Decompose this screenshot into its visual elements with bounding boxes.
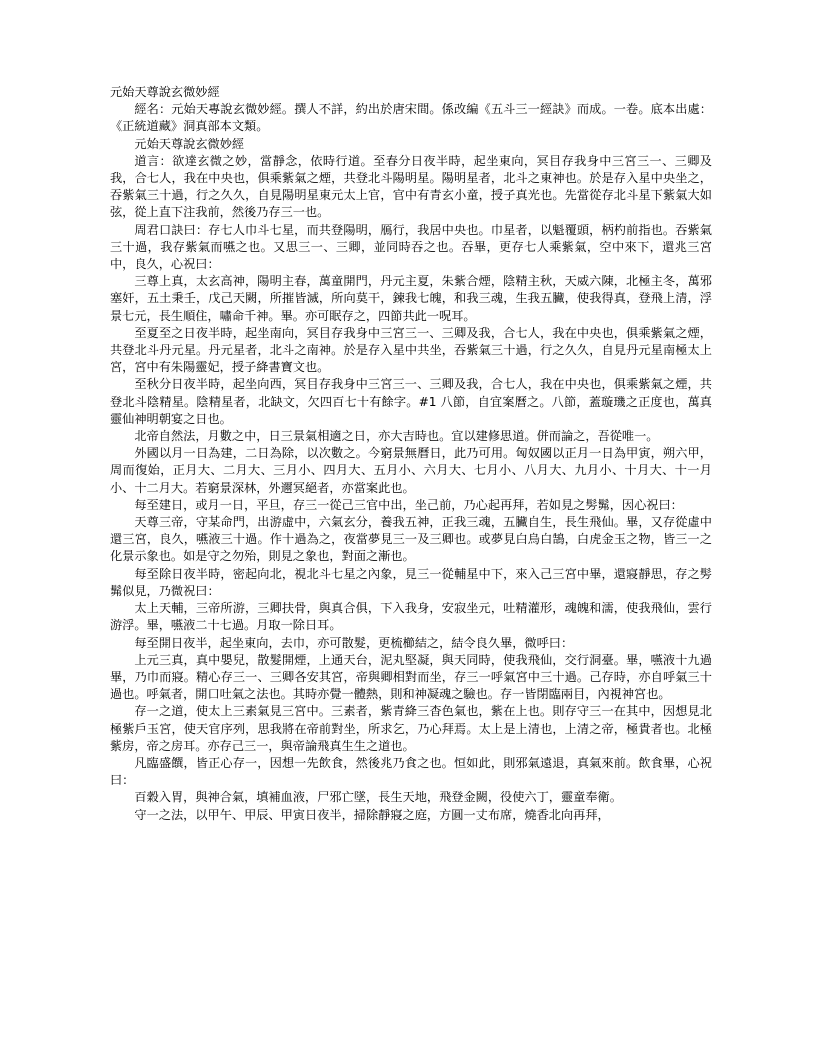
- paragraph-shouyi-method: 守一之法，以甲午、甲辰、甲寅日夜半，掃除靜寢之庭，方圓一丈布席，燒香北向再拜，: [134, 807, 610, 822]
- scripture-title-heading: 元始天尊說玄微妙經: [134, 136, 245, 151]
- paragraph-kairi-practice: 每至開日夜半，起坐東向，去巾，亦可散髮，更梳櫛結之，結令良久畢，微呼曰：: [134, 635, 574, 650]
- paragraph-zhoujun-oral-formula: 周君口訣曰：存七人巾斗七星，而共登陽明，鴈行，我居中央也。巾星者，以魁覆頭，柄杓前指也。吞紫氣三十過，我存紫氣而嚥之也。又思三一、三卿，並同時吞之也。吞畢，更存七人乘紫氣，空中來下，還兆三宮中，良久，心祝曰：: [110, 222, 712, 272]
- paragraph-incantation-shangyuan: 上元三真，真中嬰兒，散髮開煙，上通天台，泥丸堅凝，與天同時，使我飛仙，交行洞臺。畢，嚥液十九過畢，乃巾而寢。精心存三一、三卿各安其宮，帝與卿相對而坐，存三一呼氣宮中三十過。己存時，亦自呼氣三十過也。呼氣者，開口吐氣之法也。其時亦覺一體熱，則和神凝魂之驗也。存一皆閉臨兩目，內視神宮也。: [110, 652, 712, 702]
- paragraph-incantation-sanzun: 三尊上真，太玄高神，陽明主春，萬童開門，丹元主夏，朱紫合煙，陰精主秋，天威六陳，北極主冬，萬邪塞奸，五土秉壬，戊己天闕，所摧皆滅，所向莫干，鍊我七魄，和我三魂，生我五臟，使我得真，登飛上清，浮景七元，長生順住，嘯命千神。畢。亦可眠存之，四節共此一呪耳。: [110, 274, 712, 323]
- paragraph-cunyi-method: 存一之道，使太上三素氣見三宮中。三素者，紫青絳三杳色氣也，紫在上也。則存守三一在其中，因想見北極紫戶玉宮，使天官序列，思我將在帝前對坐，所求乞，乃心拜焉。太上是上清也，上清之帝，極貴者也。北極紫房，帝之房耳。亦存己三一，與帝論飛真生生之道也。: [110, 704, 712, 753]
- paragraph-incantation-taishang: 太上天輔，三帝所游，三卿扶骨，與真合俱，下入我身，安寂坐元，吐精灌形，魂魄和濡，使我飛仙，雲行游浮。畢，嚥液二十七過。月取一除日耳。: [110, 601, 712, 633]
- paragraph-summer-solstice: 至夏至之日夜半時，起坐南向，冥目存我身中三宮三一、三卿及我，合七人，我在中央也，俱乘紫氣之煙，共登北斗丹元星。丹元星者，北斗之南神。於是存入星中共坐，吞紫氣三十過，行之久久，自見丹元星南極太上宮，宮中有朱陽靈妃，授子絳書寶文也。: [110, 325, 712, 375]
- paragraph-beidi-natural-law: 北帝自然法，月數之中，日三景氣相適之日，亦大吉時也。宜以建修思道。併而論之，吾從唯一。: [134, 429, 659, 444]
- paragraph-eating-ritual: 凡臨盛饌，皆正心存一，因想一先飲食，然後兆乃食之也。恒如此，則邪氣遠退，真氣來前。飲食畢，心祝曰：: [110, 755, 712, 788]
- paragraph-autumn-equinox: 至秋分日夜半時，起坐向西，冥目存我身中三宮三一、三卿及我，合七人，我在中央也，俱乘紫氣之煙，共登北斗陰精星。陰精星者，北缺文，欠四百七十有餘字。#1 八節，自宜案曆之。八節，蓋璇璣之正度也，萬真靈仙神明朝宴之日也。: [110, 377, 712, 426]
- paragraph-incantation-tianzun: 天尊三帝，守某命門，出游虛中，六氣玄分，養我五神，正我三魂，五臟自生，長生飛仙。畢，又存從虛中還三宮，良久，嚥液三十過。作十過為之，夜當夢見三一及三卿也。或夢見白烏白鵠，白虎金玉之物，皆三一之化景示象也。如是守之勿殆，則見之象也，對面之漸也。: [110, 515, 712, 564]
- paragraph-spring-equinox: 道言：欲達玄微之妙，當靜念，依時行道。至春分日夜半時，起坐東向，冥目存我身中三宮三一、三卿及我，合七人，我在中央也，俱乘紫氣之煙，共登北斗陽明星。陽明星者，北斗之東神也。於是存入星中央坐之，吞紫氣三十過，行之久久，自見陽明星東元太上官，官中有青玄小童，授子真光也。先當從存北斗星下紫氣大如弦，從上直下注我前，然後乃存三一也。: [110, 153, 712, 220]
- paragraph-jianri-practice: 每至建日，或月一日，平旦，存三一從己三官中出，坐己前，乃心起再拜，若如見之髣髴，因心祝曰：: [134, 497, 683, 512]
- document-text-body: [110, 84, 712, 824]
- paragraph-incantation-baigu: 百穀入胃，與神合氣，填補血液，尸邪亡墜，長生天地，飛登金闕，役使六丁，靈童奉衛。: [134, 790, 622, 805]
- bibliographic-note: 經名：元始天專說玄微妙經。撰人不詳，約出於唐宋間。係改編《五斗三一經訣》而成。一卷。底本出處：《正統道藏》洞真部本文類。: [110, 102, 712, 134]
- paragraph-foreign-calendar: 外國以月一日為建，二日為除，以次數之。今窮景無曆日，此乃可用。匈奴國以正月一日為甲寅，朔六甲，周而復始，正月大、二月大、三月小、四月大、五月小、六月大、七月小、八月大、九月小、十月大、十一月小、十二月大。若窮景深林，外邇冥絕者，亦當案此也。: [110, 446, 712, 495]
- doc-title-heading: 元始天尊說玄微妙經: [110, 85, 220, 99]
- paragraph-churi-practice: 每至除日夜半時，密起向北，視北斗七星之內象，見三一從輔星中下，來入己三宮中畢，還寢靜思，存之髣髴似見，乃微祝曰：: [110, 566, 712, 598]
